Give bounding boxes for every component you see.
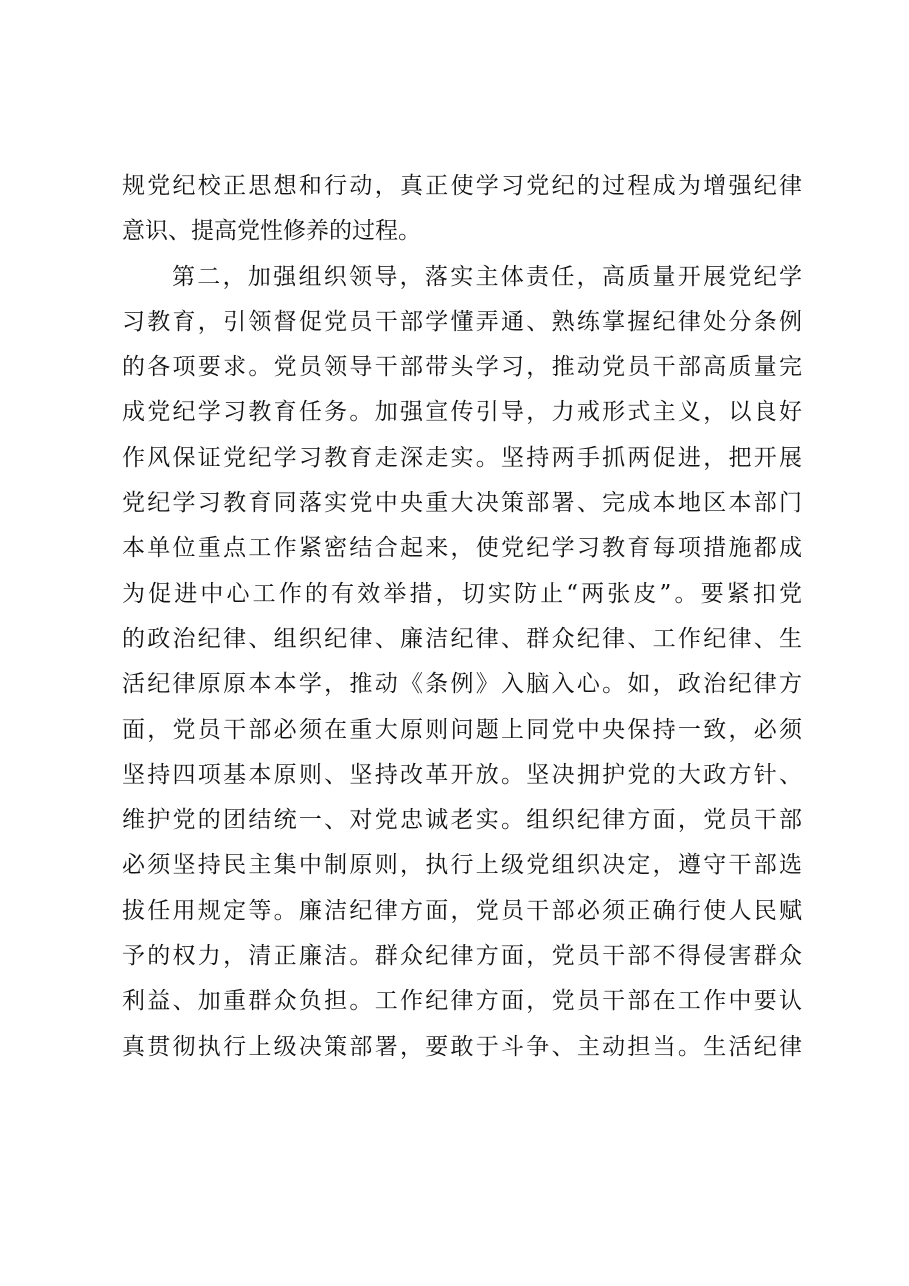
text-line: 必须坚持民主集中制原则，执行上级党组织决定，遵守干部选	[122, 852, 802, 879]
text-line: 利益、加重群众负担。工作纪律方面，党员干部在工作中要认	[122, 988, 802, 1015]
body-text	[122, 164, 802, 1070]
text-line: 意识、提高党性修养的过程。	[122, 218, 421, 245]
text-line: 维护党的团结统一、对党忠诚老实。组织纪律方面，党员干部	[122, 807, 802, 834]
text-line: 的政治纪律、组织纪律、廉洁纪律、群众纪律、工作纪律、生	[122, 625, 802, 652]
paragraph-first-line: 第二，加强组织领导，落实主体责任，高质量开展党纪学	[172, 263, 802, 290]
text-line: 本单位重点工作紧密结合起来，使党纪学习教育每项措施都成	[122, 535, 802, 562]
text-line: 作风保证党纪学习教育走深走实。坚持两手抓两促进，把开展	[122, 444, 802, 471]
text-line: 党纪学习教育同落实党中央重大决策部署、完成本地区本部门	[122, 490, 802, 517]
text-line: 活纪律原原本本学，推动《条例》入脑入心。如，政治纪律方	[122, 671, 802, 698]
text-line: 规党纪校正思想和行动，真正使学习党纪的过程成为增强纪律	[122, 173, 802, 199]
text-line: 予的权力，清正廉洁。群众纪律方面，党员干部不得侵害群众	[122, 943, 802, 970]
text-line: 的各项要求。党员领导干部带头学习，推动党员干部高质量完	[122, 354, 802, 381]
text-line: 习教育，引领督促党员干部学懂弄通、熟练掌握纪律处分条例	[122, 308, 802, 335]
text-line: 真贯彻执行上级决策部署，要敢于斗争、主动担当。生活纪律	[122, 1033, 802, 1060]
text-line: 面，党员干部必须在重大原则问题上同党中央保持一致，必须	[122, 716, 802, 743]
text-line: 为促进中心工作的有效举措，切实防止“两张皮”。要紧扣党	[122, 580, 802, 607]
text-line: 坚持四项基本原则、坚持改革开放。坚决拥护党的大政方针、	[122, 761, 802, 788]
text-line: 拔任用规定等。廉洁纪律方面，党员干部必须正确行使人民赋	[122, 897, 802, 924]
text-line: 成党纪学习教育任务。加强宣传引导，力戒形式主义，以良好	[122, 399, 802, 426]
